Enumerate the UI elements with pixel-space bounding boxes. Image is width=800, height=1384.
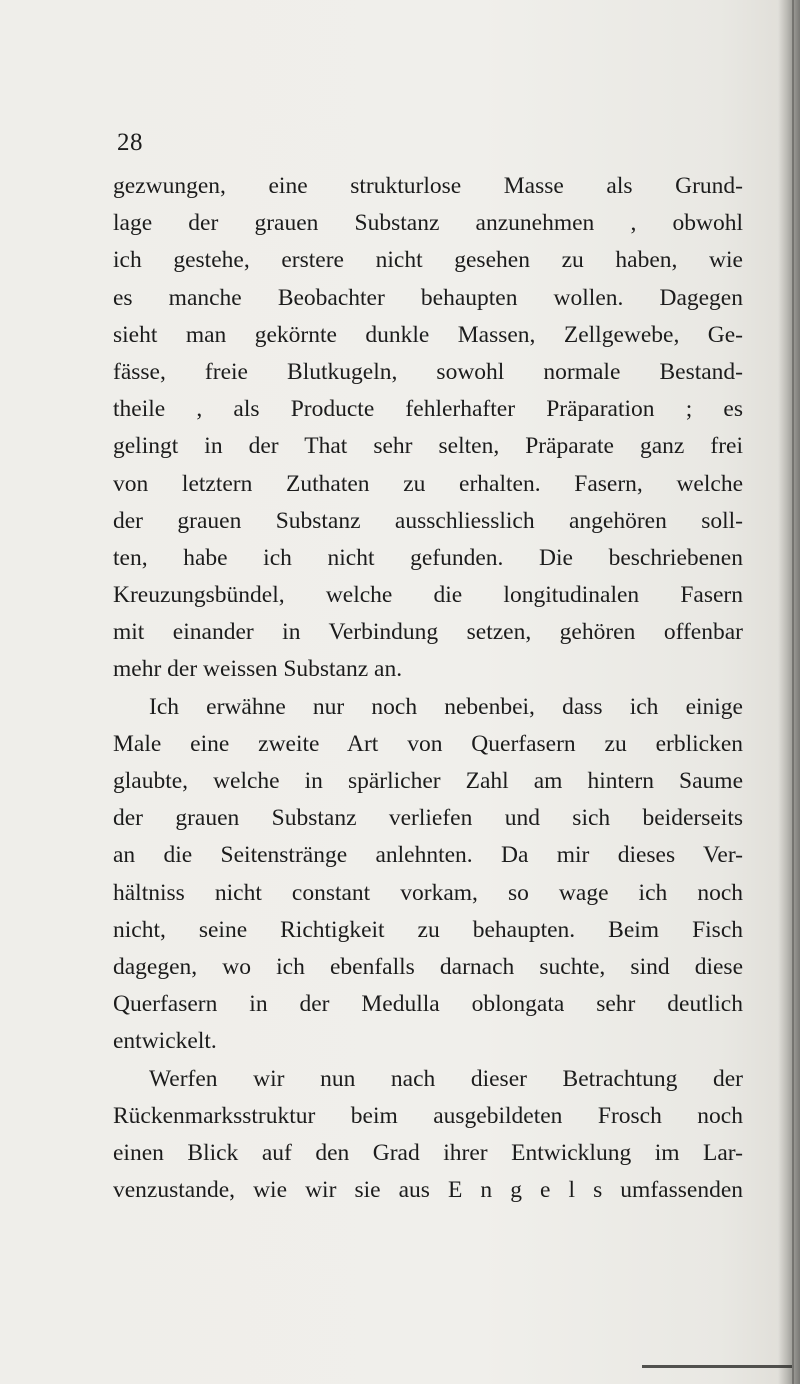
text-line: glaubte, welche in spärlicher Zahl am hintern Saume	[113, 768, 743, 794]
text-line: Rückenmarksstruktur beim ausgebildeten Frosch noch	[113, 1102, 743, 1129]
paragraph-start-line: Werfen wir nun nach dieser Betrachtung der	[149, 1065, 743, 1092]
text-line: ich gestehe, erstere nicht gesehen zu haben, wie	[113, 247, 743, 274]
paragraph-end-line: entwickelt.	[113, 1028, 217, 1055]
text-line: Querfasern in der Medulla oblongata sehr deutlich	[113, 991, 743, 1018]
text-line: ten, habe ich nicht gefunden. Die beschriebenen	[113, 544, 743, 571]
text-line: Male eine zweite Art von Querfasern zu erblicken	[113, 730, 743, 757]
text-line: es manche Beobachter behaupten wollen. Dagegen	[113, 284, 743, 311]
text-line: von letztern Zuthaten zu erhalten. Fasern, welche	[113, 470, 743, 497]
text-line: venzustande, wie wir sie aus E n g e l s umfassenden	[113, 1177, 743, 1204]
text-line: mit einander in Verbindung setzen, gehören offenbar	[113, 619, 743, 646]
body-text	[113, 168, 743, 1209]
text-line: an die Seitenstränge anlehnten. Da mir dieses Ver-	[113, 842, 743, 869]
text-line: fässe, freie Blutkugeln, sowohl normale Bestand-	[113, 358, 743, 385]
page-bottom-mark	[642, 1365, 792, 1368]
text-line: der grauen Substanz verliefen und sich beiderseits	[113, 805, 743, 832]
text-line: hältniss nicht constant vorkam, so wage ich noch	[113, 879, 743, 906]
text-line: gelingt in der That sehr selten, Präparate ganz frei	[113, 433, 743, 460]
text-line: einen Blick auf den Grad ihrer Entwicklung im Lar-	[113, 1139, 743, 1166]
text-line: der grauen Substanz ausschliesslich angehören soll-	[113, 507, 743, 534]
page-edge-shadow	[778, 0, 800, 1384]
page-edge-line	[792, 0, 794, 1384]
paragraph-end-line: mehr der weissen Substanz an.	[113, 656, 403, 683]
text-line: lage der grauen Substanz anzunehmen , obwohl	[113, 210, 743, 237]
text-line: theile , als Producte fehlerhafter Präparation ; es	[113, 396, 743, 423]
text-line: sieht man gekörnte dunkle Massen, Zellgewebe, Ge-	[113, 321, 743, 348]
paragraph-start-line: Ich erwähne nur noch nebenbei, dass ich einige	[149, 693, 743, 720]
text-line: dagegen, wo ich ebenfalls darnach suchte, sind diese	[113, 953, 743, 980]
text-line: gezwungen, eine strukturlose Masse als Grund-	[113, 173, 743, 199]
text-line: Kreuzungsbündel, welche die longitudinalen Fasern	[113, 582, 743, 609]
page-number: 28	[117, 129, 143, 156]
text-line: nicht, seine Richtigkeit zu behaupten. Beim Fisch	[113, 916, 743, 943]
